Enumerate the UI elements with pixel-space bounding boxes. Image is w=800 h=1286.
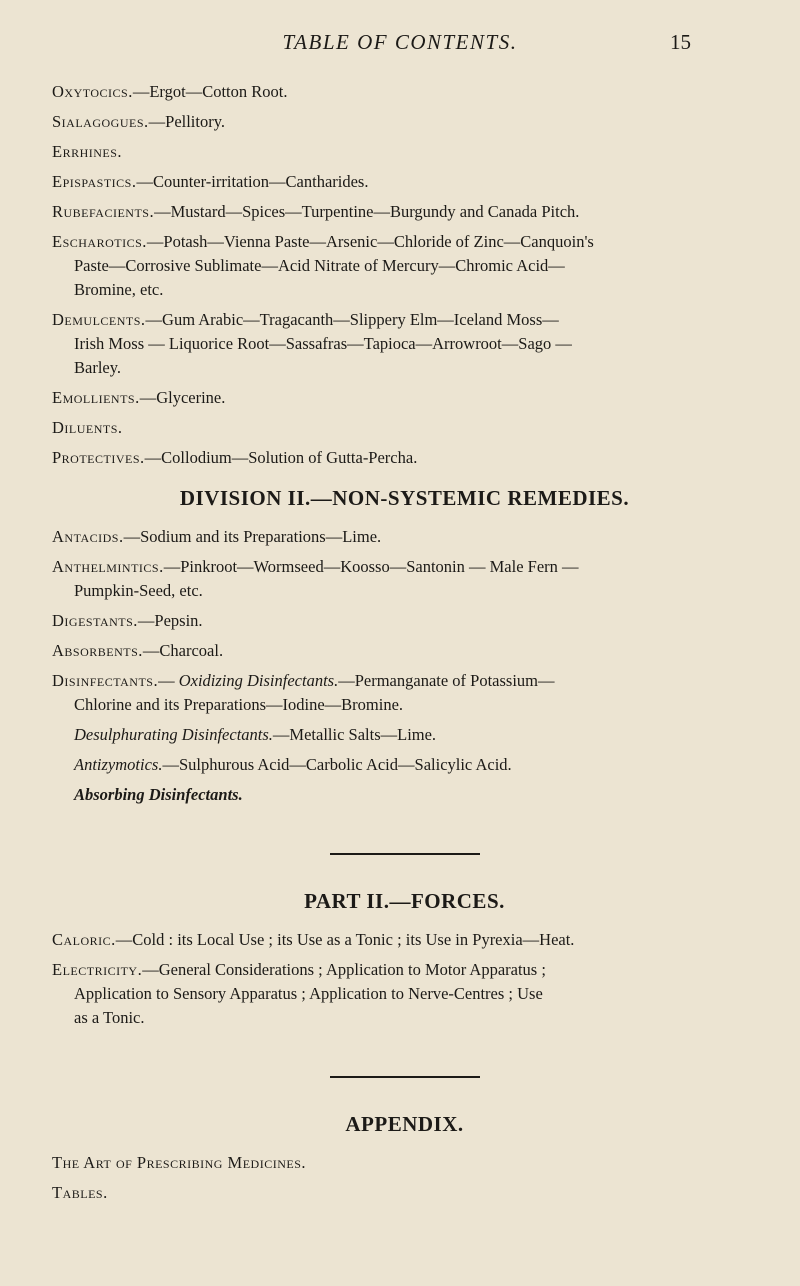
entry-escharotics: Escharotics.—Potash—Vienna Paste—Arsenic—Chloride of Zinc—Canquoin's Paste—Corrosive Sublimate—Acid Nitrate of Mercury—Chromic Acid— Bromine, etc.: [52, 232, 594, 299]
entry-diluents: Diluents.: [52, 418, 123, 437]
entry-emollients: Emollients.—Glycerine.: [52, 388, 226, 407]
entry-caloric: Caloric.—Cold : its Local Use ; its Use as a Tonic ; its Use in Pyrexia—Heat.: [52, 930, 575, 949]
entry-rubefacients: Rubefacients.—Mustard—Spices—Turpentine—Burgundy and Canada Pitch.: [52, 202, 580, 221]
entry-digestants: Digestants.—Pepsin.: [52, 611, 203, 630]
entry-demulcents: Demulcents.—Gum Arabic—Tragacanth—Slippery Elm—Iceland Moss— Irish Moss — Liquorice Root—Sassafras—Tapioca—Arrowroot—Sago — Barley.: [52, 310, 572, 377]
divider-2: [52, 1036, 757, 1096]
part-2-heading: PART II.—FORCES.: [304, 889, 505, 913]
division-2-heading: DIVISION II.—NON-SYSTEMIC REMEDIES.: [179, 486, 630, 510]
entry-disinfectants: Disinfectants.— Oxidizing Disinfectants.—Permanganate of Potassium— Chlorine and its Preparations—Iodine—Bromine.: [52, 671, 555, 714]
entry-desulphurating: Desulphurating Disinfectants.—Metallic Salts—Lime.: [74, 725, 437, 744]
entry-electricity: Electricity.—General Considerations ; Application to Motor Apparatus ; Application to Sensory Apparatus ; Application to Nerve-Centres ; Use as a Tonic.: [52, 960, 546, 1027]
appendix-item-prescribing: The Art of Prescribing Medicines.: [52, 1153, 307, 1172]
running-title: TABLE OF CONTENTS.: [282, 30, 518, 54]
entry-antizymotics: Antizymotics.—Sulphurous Acid—Carbolic Acid—Salicylic Acid.: [74, 755, 512, 774]
entry-absorbing: Absorbing Disinfectants.: [74, 785, 243, 804]
divider-1: [52, 813, 757, 873]
entry-oxytocics: Oxytocics.—Ergot—Cotton Root.: [52, 82, 288, 101]
entry-antacids: Antacids.—Sodium and its Preparations—Lime.: [52, 527, 382, 546]
entry-absorbents: Absorbents.—Charcoal.: [52, 641, 224, 660]
entry-sialagogues: Sialagogues.—Pellitory.: [52, 112, 226, 131]
appendix-item-tables: Tables.: [52, 1183, 108, 1202]
page-header: [0, 30, 800, 60]
entry-anthelmintics: Anthelmintics.—Pinkroot—Wormseed—Koosso—Santonin — Male Fern — Pumpkin-Seed, etc.: [52, 557, 579, 600]
contents-body: [52, 80, 757, 1211]
appendix-heading: APPENDIX.: [345, 1112, 464, 1136]
entry-errhines: Errhines.: [52, 142, 123, 161]
entry-protectives: Protectives.—Collodium—Solution of Gutta-Percha.: [52, 448, 418, 467]
page-number: 15: [670, 30, 691, 54]
entry-epispastics: Epispastics.—Counter-irritation—Cantharides.: [52, 172, 369, 191]
